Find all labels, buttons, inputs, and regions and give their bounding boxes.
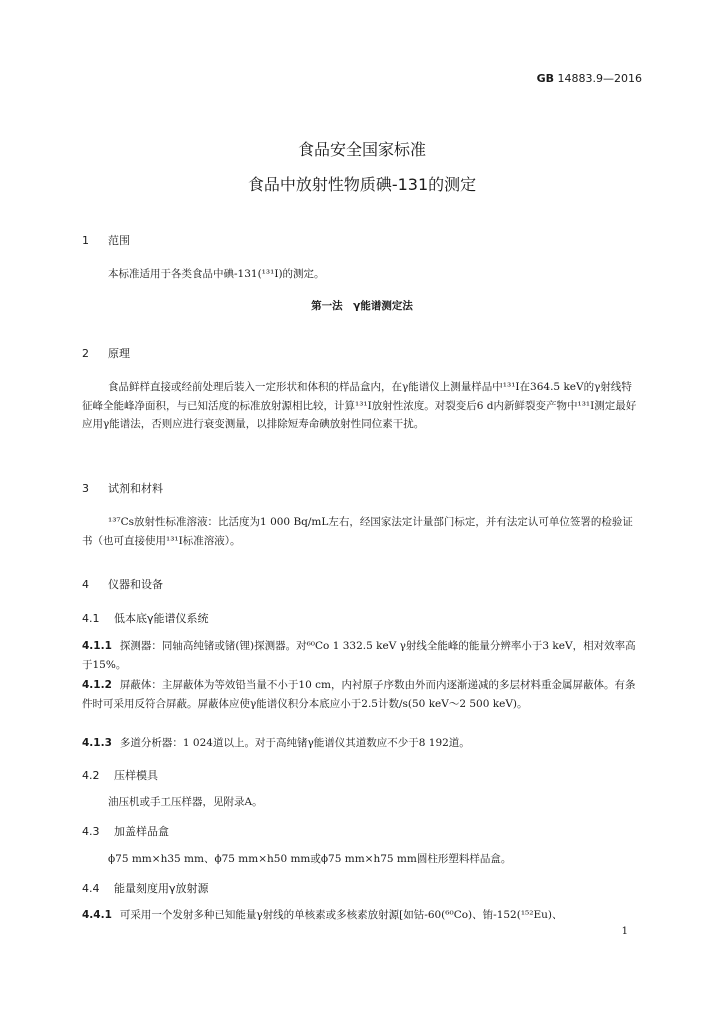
clause-4-1-2 <box>82 676 642 713</box>
section-title: 试剂和材料 <box>108 482 163 495</box>
section-2-text: 食品鲜样直接或经前处理后装入一定形状和体积的样品盒内，在γ能谱仪上测量样品中¹³¹I在364.5 keV的γ射线特征峰全能峰净面积，与已知活度的标准放射源相比较，计算¹³¹I放射性浓度。对裂变后6 d内新鲜裂变产物中¹³¹I测定最好应用γ能谱法，否则应进行衰变测量，以排除短寿命碘放射性同位素干扰。 <box>82 381 637 430</box>
section-number: 3 <box>82 482 89 495</box>
clause-number: 4.1.3 <box>82 737 112 749</box>
section-title: 仪器和设备 <box>108 578 163 591</box>
section-number: 4.2 <box>82 769 100 782</box>
section-number: 1 <box>82 234 89 247</box>
section-heading-4-2 <box>82 767 158 783</box>
section-title: 能量刻度用γ放射源 <box>114 882 209 895</box>
section-title: 原理 <box>108 347 130 360</box>
document-title-line2: 食品中放射性物质碘-131的测定 <box>247 175 477 194</box>
section-1-text: 本标准适用于各类食品中碘-131(¹³¹I)的测定。 <box>108 268 325 280</box>
section-heading-4 <box>82 576 163 592</box>
section-number: 4.3 <box>82 825 100 838</box>
clause-4-1-1 <box>82 637 642 674</box>
section-heading-1 <box>82 232 130 248</box>
section-title: 压样模具 <box>114 769 158 782</box>
section-number: 4.4 <box>82 882 100 895</box>
standard-number <box>537 72 642 85</box>
section-title: 低本底γ能谱仪系统 <box>114 612 209 625</box>
method-title: 第一法 γ能谱测定法 <box>311 300 413 312</box>
clause-text: 探测器：同轴高纯锗或锗(锂)探测器。对⁶⁰Co 1 332.5 keV γ射线全能峰的能量分辨率小于3 keV，相对效率高于15%。 <box>82 640 636 671</box>
clause-number: 4.1.2 <box>82 679 112 691</box>
section-title: 范围 <box>108 234 130 247</box>
clause-4-4-1 <box>82 906 642 925</box>
section-4-3-text: ϕ75 mm×h35 mm、ϕ75 mm×h50 mm或ϕ75 mm×h75 mm圆柱形塑料样品盒。 <box>108 853 512 865</box>
clause-text: 可采用一个发射多种已知能量γ射线的单核素或多核素放射源[如钴-60(⁶⁰Co)、铕-152(¹⁵²Eu)、 <box>119 909 563 921</box>
clause-number: 4.4.1 <box>82 909 112 921</box>
section-number: 4 <box>82 578 89 591</box>
section-heading-4-4 <box>82 880 209 896</box>
section-heading-4-1 <box>82 610 209 626</box>
section-heading-3 <box>82 480 163 496</box>
section-heading-2 <box>82 345 130 361</box>
section-heading-4-3 <box>82 823 169 839</box>
section-title: 加盖样品盒 <box>114 825 169 838</box>
clause-4-1-3 <box>82 734 642 753</box>
standard-code: 14883.9—2016 <box>557 72 642 85</box>
standard-prefix: GB <box>536 72 555 85</box>
clause-text: 多道分析器：1 024道以上。对于高纯锗γ能谱仪其道数应不少于8 192道。 <box>119 737 470 749</box>
document-title-line1: 食品安全国家标准 <box>297 140 426 159</box>
section-3-text: ¹³⁷Cs放射性标准溶液：比活度为1 000 Bq/mL左右，经国家法定计量部门标定，并有法定认可单位签署的检验证书（也可直接使用¹³¹I标准溶液）。 <box>82 516 633 547</box>
clause-number: 4.1.1 <box>82 640 112 652</box>
section-number: 2 <box>82 347 89 360</box>
clause-text: 屏蔽体：主屏蔽体为等效铅当量不小于10 cm，内衬原子序数由外而内逐渐递减的多层材料重金属屏蔽体。有条件时可采用反符合屏蔽。屏蔽体应使γ能谱仪积分本底应小于2.5计数/s(50 keV～2 500 keV)。 <box>82 679 636 710</box>
section-number: 4.1 <box>82 612 100 625</box>
page-number: 1 <box>621 926 628 937</box>
section-4-2-text: 油压机或手工压样器，见附录A。 <box>108 796 263 808</box>
